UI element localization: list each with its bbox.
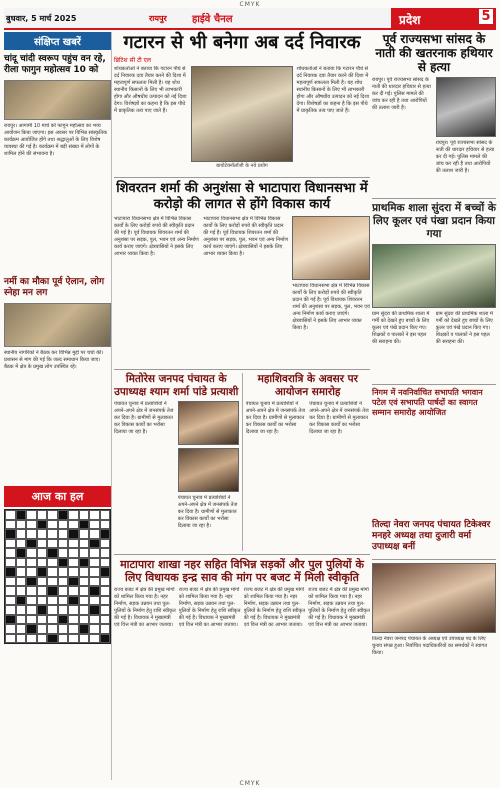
right-story4-photo: [372, 563, 496, 633]
header-brand: हाईवे चैनल: [192, 14, 233, 25]
main-subtag: ब्रिटिश सी टी एल: [114, 57, 151, 64]
story1-text-col2: शोधकर्ताओं ने बताया कि गटारन पौधे से दर्द निवारक दवा तैयार करने की दिशा में महत्वपूर्ण सफलता मिली है। यह शोध स्थानीय किसानों के लिए भी लाभकारी होगा और औषधीय उत्पादन को नई दिशा देगा। विशेषज्ञों का कहना है कि इस पौधे में प्राकृतिक तत्व पाए जाते हैं।: [296, 66, 370, 114]
story1-photo: [191, 66, 294, 162]
right-story1-text: रायपुर। पूर्व राज्यसभा सांसद के नाती की धारदार हथियार से हत्या कर दी गई। पुलिस मामले की जांच कर रही है तथा आरोपियों की तलाश जारी है।: [372, 77, 431, 111]
brief-news-1-title: चांदू चांदी स्वरूप पहुंच वन रहे, रीला फागुन महोत्सव 10 को: [4, 54, 106, 75]
page-number: 5: [479, 9, 493, 24]
main-headline: गटारन से भी बनेगा अब दर्द निवारक: [123, 32, 361, 53]
story4-headline: माटापारा शाखा नहर सहित विभिन्न सड़कों और पुल पुलियों के लिए विधायक इन्द्र साव की मांग पर बजट में मिली स्वीकृति: [120, 558, 364, 584]
page-header: [4, 8, 496, 30]
right-story2-text1: ग्राम सुंदरा की प्राथमिक शाला में गर्मी को देखते हुए बच्चों के लिए कूलर एवं पंखे प्रदान किए गए। शिक्षकों व पालकों ने इस पहल की सराहना की।: [372, 311, 430, 345]
brief-news-2-photo: [4, 303, 111, 347]
story2-photo-wrap: [292, 216, 370, 366]
right-story2-photo: [372, 244, 496, 308]
brief-news-1-text: रायपुर। आगामी 10 मार्च को फागुन महोत्सव का भव्य आयोजन किया जाएगा। इस अवसर पर विभिन्न सांस्कृतिक कार्यक्रम आयोजित होंगे तथा श्रद्धालुओं के लिए विशेष व्यवस्था की गई है। कार्यक्रम में बड़ी संख्या में लोगों के शामिल होने की संभावना है।: [4, 123, 107, 157]
right-story4-headline-wrap: [372, 520, 496, 553]
story4-text-col1: राज्य बजट में क्षेत्र की प्रमुख मांगों को शामिल किया गया है। नहर निर्माण, सड़क उन्नयन तथा पुल-पुलियों के निर्माण हेतु राशि स्वीकृत की गई है। विधायक ने मुख्यमंत्री एवं वित्त मंत्री का आभार जताया।: [114, 587, 176, 628]
cmyk-marker-bottom: CMYK: [239, 780, 261, 787]
story4-text-col3: राज्य बजट में क्षेत्र की प्रमुख मांगों को शामिल किया गया है। नहर निर्माण, सड़क उन्नयन तथा पुल-पुलियों के निर्माण हेतु राशि स्वीकृत की गई है। विधायक ने मुख्यमंत्री एवं वित्त मंत्री का आभार जताया।: [243, 587, 306, 628]
story3a-headline: मितोरेस जनपद पंचायत के उपाध्यक्ष श्याम शर्मा पांडे प्रत्याशी: [114, 373, 239, 398]
story1-caption: बायोटेक्नॉलॉजी के नये प्रयोग: [216, 163, 268, 169]
story1-photo-wrap: [191, 66, 294, 174]
story3b-headline: महाशिवरात्रि के अवसर पर आयोजन समारोह: [257, 373, 358, 398]
crossword-grid: [4, 509, 111, 644]
right-story4-headline: तिल्दा नेवरा जनपद पंचायत टिकेश्वर मनहरे अध्यक्ष तथा दुजारी वर्मा उपाध्यक्ष बनीं: [372, 520, 491, 552]
story3a: [114, 373, 239, 551]
story4-text-col4: राज्य बजट में क्षेत्र की प्रमुख मांगों को शामिल किया गया है। नहर निर्माण, सड़क उन्नयन तथा पुल-पुलियों के निर्माण हेतु राशि स्वीकृत की गई है। विधायक ने मुख्यमंत्री एवं वित्त मंत्री का आभार जताया।: [308, 587, 370, 628]
story4-text-col2: राज्य बजट में क्षेत्र की प्रमुख मांगों को शामिल किया गया है। नहर निर्माण, सड़क उन्नयन तथा पुल-पुलियों के निर्माण हेतु राशि स्वीकृत की गई है। विधायक ने मुख्यमंत्री एवं वित्त मंत्री का आभार जताया।: [178, 587, 241, 628]
brief-news-title: संक्षिप्त खबरें: [4, 32, 111, 50]
story2-columns: [114, 216, 370, 366]
right-story1-body: [372, 77, 496, 195]
right-story1-photo-wrap: [436, 77, 497, 195]
story3a-photo2: [178, 448, 239, 492]
right-story4: [372, 556, 496, 756]
story3a-text: पंचायत चुनाव में प्रत्याशियों ने अपने-अपने क्षेत्र में जनसंपर्क तेज कर दिया है। ग्रामीणों से मुलाकात कर विकास कार्यों का भरोसा दिलाया जा रहा है।: [114, 401, 174, 435]
cmyk-marker-top: CMYK: [239, 1, 261, 8]
main-content: [114, 32, 370, 767]
story1-columns: [114, 66, 370, 174]
right-story1-photo: [436, 77, 497, 137]
story4-columns: [114, 587, 370, 767]
right-story4-text: तिल्दा नेवरा जनपद पंचायत के अध्यक्ष एवं उपाध्यक्ष पद के लिए चुनाव संपन्न हुआ। निर्वाचित पदाधिकारियों का समर्थकों ने स्वागत किया।: [372, 636, 488, 656]
left-column: [4, 32, 112, 780]
right-story2-text2: ग्राम सुंदरा की प्राथमिक शाला में गर्मी को देखते हुए बच्चों के लिए कूलर एवं पंखे प्रदान किए गए। शिक्षकों व पालकों ने इस पहल की सराहना की।: [435, 311, 493, 345]
story2-text-col3: भाटापारा विधानसभा क्षेत्र में विभिन्न विकास कार्यों के लिए करोड़ों रुपये की स्वीकृति प्रदान की गई है। पूर्व विधायक शिवरतन शर्मा की अनुशंसा पर सड़क, पुल, भवन एवं अन्य निर्माण कार्य कराए जाएंगे। क्षेत्रवासियों ने इसके लिए आभार व्यक्त किया है।: [292, 283, 370, 331]
story3-row: [114, 373, 370, 551]
story3b-body: [246, 401, 371, 551]
brief-news-2-title: नर्मी का मौका पूर्व ऐलान, लोग स्नेहा मन लग: [4, 277, 105, 298]
story3a-photos: [178, 401, 239, 551]
section-label: [391, 8, 496, 30]
story3b-text1: पंचायत चुनाव में प्रत्याशियों ने अपने-अपने क्षेत्र में जनसंपर्क तेज कर दिया है। ग्रामीणों से मुलाकात कर विकास कार्यों का भरोसा दिलाया जा रहा है।: [245, 401, 305, 435]
story2-text-col1: भाटापारा विधानसभा क्षेत्र में विभिन्न विकास कार्यों के लिए करोड़ों रुपये की स्वीकृति प्रदान की गई है। पूर्व विधायक शिवरतन शर्मा की अनुशंसा पर सड़क, पुल, भवन एवं अन्य निर्माण कार्य कराए जाएंगे। क्षेत्रवासियों ने इसके लिए आभार व्यक्त किया है।: [114, 216, 199, 257]
story3a-text2: पंचायत चुनाव में प्रत्याशियों ने अपने-अपने क्षेत्र में जनसंपर्क तेज कर दिया है। ग्रामीणों से मुलाकात कर विकास कार्यों का भरोसा दिलाया जा रहा है।: [177, 495, 238, 529]
header-date: बुधवार, 5 मार्च 2025: [6, 14, 77, 23]
right-story3-headline: निगम में नवनिर्वाचित सभापति भगवान पटेल एवं सभापति पार्षदों का स्वागत सम्मान समारोह आयोजित: [372, 388, 483, 417]
story2-headline: शिवरतन शर्मा की अनुशंसा से भाटापारा विधानसभा में करोड़ो की लागत से होंगे विकास कार्य: [116, 181, 368, 212]
right-story2-headline: प्राथमिक शाला सुंदरा में बच्चों के लिए कूलर एवं पंखा प्रदान किया गया: [372, 202, 496, 240]
right-story1-text2: रायपुर। पूर्व राज्यसभा सांसद के नाती की धारदार हथियार से हत्या कर दी गई। पुलिस मामले की जांच कर रही है तथा आरोपियों की तलाश जारी है।: [435, 140, 495, 174]
story1-text-col1: शोधकर्ताओं ने बताया कि गटारन पौधे से दर्द निवारक दवा तैयार करने की दिशा में महत्वपूर्ण सफलता मिली है। यह शोध स्थानीय किसानों के लिए भी लाभकारी होगा और औषधीय उत्पादन को नई दिशा देगा। विशेषज्ञों का कहना है कि इस पौधे में प्राकृतिक तत्व पाए जाते हैं।: [114, 66, 187, 114]
right-story1-headline: पूर्व राज्यसभा सांसद के नाती की खतरनाक हथियार से हत्या: [375, 32, 493, 74]
section-title: प्रदेश: [399, 13, 421, 27]
brief-news-2-text: स्थानीय नागरिकों ने बैठक कर विभिन्न मुद्दों पर चर्चा की। प्रशासन से मांग की गई कि जल्द समाधान किया जाए। बैठक में क्षेत्र के प्रमुख लोग उपस्थित रहे।: [4, 350, 104, 370]
right-story2-body: [372, 311, 496, 381]
story2-photo: [292, 216, 370, 280]
story3b-text2: पंचायत चुनाव में प्रत्याशियों ने अपने-अपने क्षेत्र में जनसंपर्क तेज कर दिया है। ग्रामीणों से मुलाकात कर विकास कार्यों का भरोसा दिलाया जा रहा है।: [309, 401, 369, 435]
story3b: [242, 373, 371, 551]
header-city: रायपुर: [149, 14, 167, 23]
story3a-photo1: [178, 401, 239, 445]
story2-text-col2: भाटापारा विधानसभा क्षेत्र में विभिन्न विकास कार्यों के लिए करोड़ों रुपये की स्वीकृति प्रदान की गई है। पूर्व विधायक शिवरतन शर्मा की अनुशंसा पर सड़क, पुल, भवन एवं अन्य निर्माण कार्य कराए जाएंगे। क्षेत्रवासियों ने इसके लिए आभार व्यक्त किया है।: [203, 216, 288, 257]
right-column: [372, 32, 496, 418]
brief-news-1-photo: [4, 80, 111, 120]
story3a-body: [114, 401, 239, 551]
puzzle-title: आज का हल: [4, 486, 111, 507]
